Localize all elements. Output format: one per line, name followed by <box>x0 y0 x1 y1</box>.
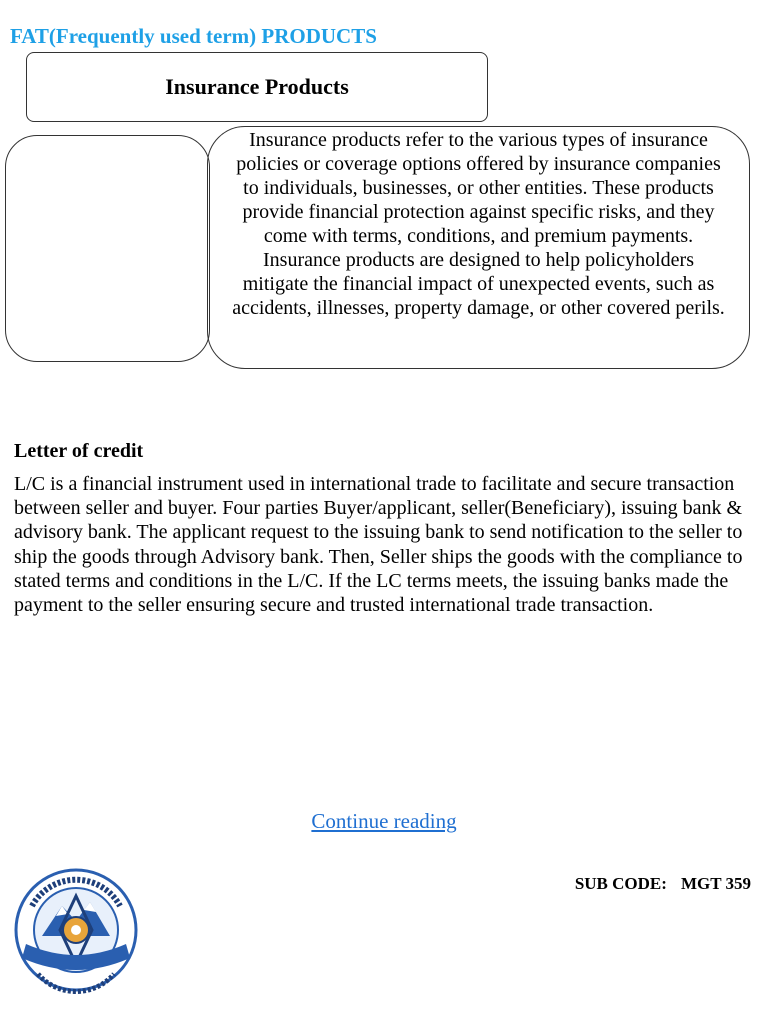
continue-reading-link[interactable]: Continue reading <box>311 809 457 833</box>
subject-code <box>575 874 751 894</box>
insurance-products-title-box <box>26 52 488 122</box>
letter-of-credit-heading: Letter of credit <box>14 440 144 462</box>
insurance-products-description: Insurance products refer to the various types of insurance policies or coverage options offered by insurance companies to individuals, businesses, or other entities. These products provide financial protection against specific risks, and they come with terms, conditions, and premium payments. Insurance products are designed to help policyholders mitigate the financial impact of unexpected events, such as accidents, illnesses, property damage, or other covered perils. <box>232 129 725 319</box>
letter-of-credit-body: L/C is a financial instrument used in international trade to facilitate and secure transaction between seller and buyer. Four parties Buyer/applicant, seller(Beneficiary), issuing bank & advisory bank. The applicant request to the issuing bank to send notification to the seller to ship the goods through Advisory bank. Then, Seller ships the goods with the compliance to stated terms and conditions in the L/C. If the LC terms meets, the issuing banks made the payment to the seller ensuring secure and trusted international trade transaction. <box>14 473 743 617</box>
empty-image-placeholder <box>5 135 210 362</box>
page-header-title: FAT(Frequently used term) PRODUCTS <box>10 24 377 48</box>
insurance-products-description-box <box>207 126 750 369</box>
university-seal-icon <box>12 866 140 994</box>
sub-code-value: MGT 359 <box>680 874 751 893</box>
continue-reading-container <box>0 809 768 834</box>
insurance-products-title: Insurance Products <box>165 74 349 99</box>
sub-code-label: SUB CODE: <box>574 874 667 893</box>
